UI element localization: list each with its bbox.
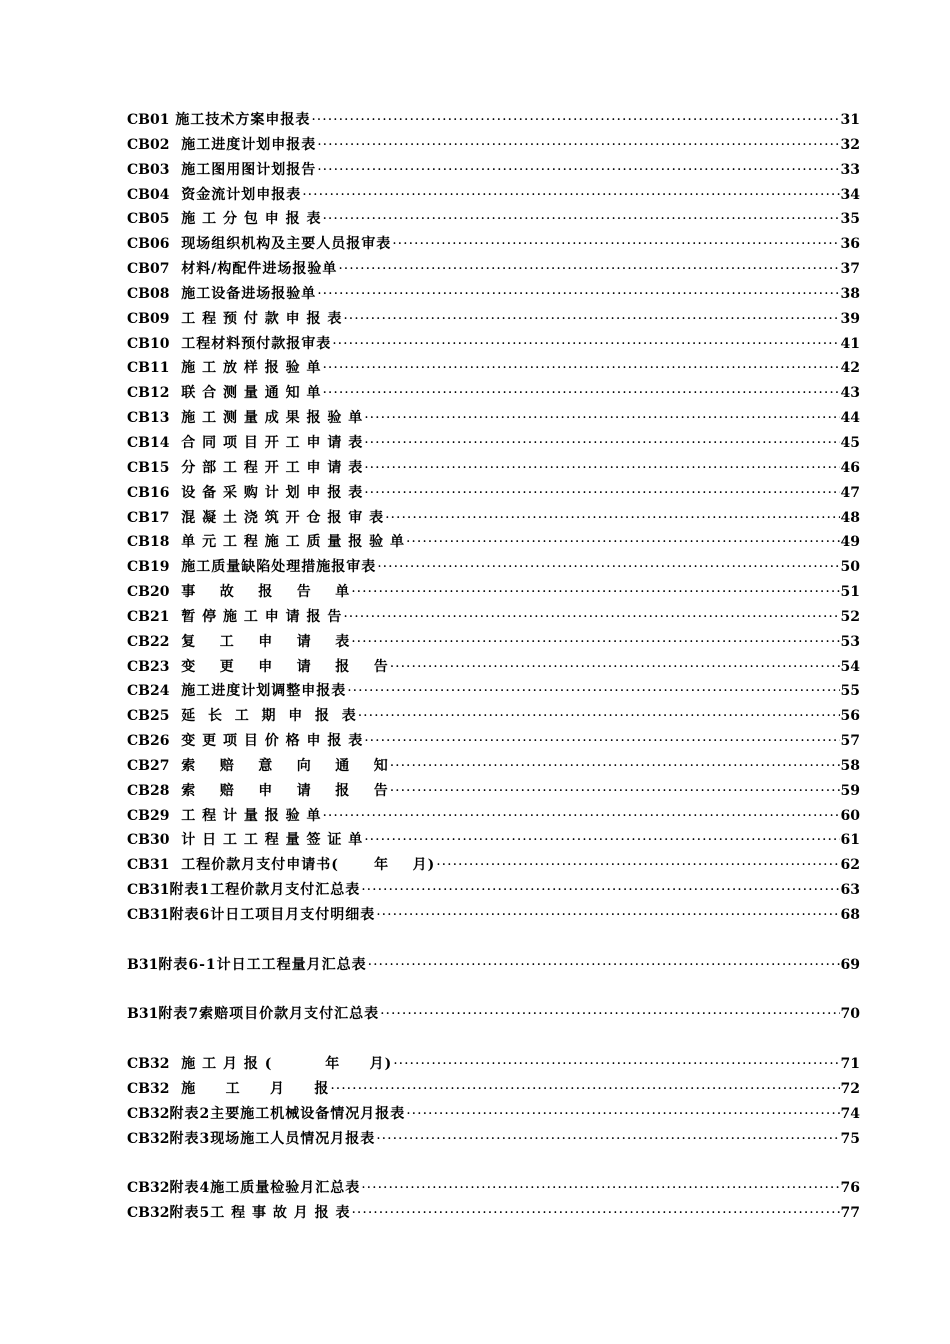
toc-entry-code: CB02: [127, 136, 170, 153]
toc-entry-title: 施 工 放 样 报 验 单: [169, 360, 322, 377]
toc-entry-code: CB23: [127, 658, 170, 675]
toc-entry-page-number: 46: [840, 459, 860, 476]
toc-dot-leader: [364, 828, 839, 853]
toc-entry-code: CB28: [127, 782, 170, 799]
toc-entry-title: 附表7索赔项目价款月支付汇总表: [158, 1006, 380, 1023]
toc-entry-title: 施工进度计划调整申报表: [169, 683, 347, 700]
toc-dot-leader: [390, 779, 840, 804]
toc-entry-title: 计 日 工 工 程 量 签 证 单: [169, 832, 364, 849]
toc-dot-leader: [317, 158, 839, 183]
toc-dot-leader: [390, 754, 840, 779]
toc-entry-page-number: 61: [840, 832, 860, 849]
toc-entry-code: CB32: [127, 1056, 170, 1073]
toc-dot-leader: [377, 555, 839, 580]
toc-entry-code: CB32: [127, 1080, 170, 1097]
toc-entry[interactable]: [127, 356, 860, 381]
toc-dot-leader: [376, 903, 839, 928]
toc-entry-code: CB32: [127, 1205, 170, 1222]
toc-entry-title: 附表6计日工项目月支付明细表: [169, 907, 376, 923]
toc-entry-page-number: 34: [840, 186, 860, 203]
toc-dot-leader: [406, 1102, 839, 1127]
toc-entry[interactable]: [127, 1127, 860, 1152]
toc-entry-page-number: 68: [840, 907, 860, 923]
toc-entry-page-number: 36: [840, 236, 860, 253]
toc-entry-title: 附表3现场施工人员情况月报表: [169, 1130, 376, 1147]
toc-entry-code: CB29: [127, 807, 170, 824]
toc-dot-leader: [392, 232, 839, 257]
toc-dot-leader: [380, 1002, 839, 1027]
toc-entry[interactable]: [127, 108, 860, 133]
toc-entry[interactable]: [127, 679, 860, 704]
toc-entry[interactable]: [127, 580, 860, 605]
toc-entry[interactable]: [127, 282, 860, 307]
toc-entry-page-number: 54: [840, 658, 860, 675]
toc-dot-leader: [330, 1077, 839, 1102]
toc-entry-page-number: 43: [840, 385, 860, 402]
toc-entry-page-number: 59: [840, 782, 860, 799]
toc-entry-code: CB09: [127, 310, 170, 327]
toc-dot-leader: [406, 530, 840, 555]
toc-entry-code: CB16: [127, 484, 170, 501]
toc-entry-code: CB31: [127, 857, 170, 874]
toc-entry-page-number: 44: [840, 410, 860, 427]
toc-entry-code: CB12: [127, 385, 170, 402]
toc-entry-code: CB07: [127, 261, 170, 278]
toc-entry[interactable]: [127, 828, 860, 853]
toc-entry-title: 施 工 测 量 成 果 报 验 单: [169, 410, 364, 427]
toc-entry-page-number: 48: [840, 509, 860, 526]
toc-entry-page-number: 50: [840, 559, 860, 576]
toc-entry-page-number: 42: [840, 360, 860, 377]
toc-entry-page-number: 39: [840, 310, 860, 327]
toc-entry-code: CB30: [127, 832, 170, 849]
toc-entry[interactable]: [127, 953, 860, 978]
toc-entry-page-number: 70: [840, 1006, 860, 1023]
toc-entry-code: CB32: [127, 1130, 170, 1147]
toc-entry-title: 工程材料预付款报审表: [169, 335, 332, 352]
toc-dot-leader: [338, 257, 839, 282]
toc-entry-title: 工程价款月支付申请书( 年 月): [169, 857, 436, 874]
toc-dot-leader: [322, 207, 839, 232]
toc-dot-leader: [351, 580, 839, 605]
toc-entry-page-number: 63: [840, 882, 860, 899]
toc-entry[interactable]: [127, 1102, 860, 1127]
toc-entry[interactable]: [127, 158, 860, 183]
toc-dot-leader: [361, 878, 839, 903]
toc-entry-code: CB14: [127, 434, 170, 451]
toc-entry-code: CB13: [127, 410, 170, 427]
toc-entry-code: CB32: [127, 1180, 170, 1197]
toc-entry-page-number: 55: [840, 683, 860, 700]
toc-dot-leader: [322, 804, 839, 829]
toc-entry-code: CB08: [127, 285, 170, 302]
toc-entry-title: 施 工 分 包 申 报 表: [169, 211, 322, 228]
toc-entry-title: 施工进度计划申报表: [169, 136, 317, 153]
toc-dot-leader: [347, 679, 839, 704]
toc-entry-code: CB18: [127, 534, 170, 551]
table-of-contents: [127, 108, 860, 1226]
toc-entry-title: 附表4施工质量检验月汇总表: [169, 1180, 361, 1197]
toc-dot-leader: [364, 729, 839, 754]
toc-dot-leader: [364, 406, 839, 431]
toc-entry-page-number: 75: [840, 1130, 860, 1147]
toc-dot-leader: [358, 704, 840, 729]
toc-entry-code: CB27: [127, 757, 170, 774]
toc-entry[interactable]: [127, 903, 860, 928]
toc-entry-page-number: 77: [840, 1205, 860, 1222]
toc-entry-page-number: 41: [840, 335, 860, 352]
toc-entry[interactable]: [127, 605, 860, 630]
toc-entry-page-number: 37: [840, 261, 860, 278]
toc-entry-title: 混 凝 土 浇 筑 开 仓 报 审 表: [169, 509, 385, 526]
toc-entry[interactable]: [127, 853, 860, 878]
toc-entry[interactable]: [127, 704, 860, 729]
toc-entry-page-number: 69: [840, 956, 860, 973]
toc-entry[interactable]: [127, 878, 860, 903]
toc-entry-title: 联 合 测 量 通 知 单: [169, 385, 322, 402]
toc-entry[interactable]: [127, 481, 860, 506]
toc-entry[interactable]: [127, 655, 860, 680]
toc-dot-leader: [332, 332, 839, 357]
toc-entry-title: 设 备 采 购 计 划 申 报 表: [169, 484, 364, 501]
toc-dot-leader: [317, 282, 839, 307]
toc-entry-title: 施 工 月 报 ( 年 月): [169, 1056, 393, 1073]
toc-entry[interactable]: [127, 555, 860, 580]
toc-dot-leader: [368, 953, 840, 978]
toc-entry-title: 现场组织机构及主要人员报审表: [169, 236, 392, 253]
toc-entry-code: CB20: [127, 584, 170, 601]
toc-entry-code: CB32: [127, 1105, 170, 1122]
toc-entry[interactable]: [127, 133, 860, 158]
toc-entry-title: 材料/构配件进场报验单: [169, 261, 338, 278]
toc-entry-title: 附表6-1计日工工程量月汇总表: [158, 956, 367, 973]
toc-entry-page-number: 49: [840, 534, 860, 551]
toc-entry-page-number: 38: [840, 285, 860, 302]
toc-entry-code: CB01: [127, 112, 170, 128]
toc-entry-code: CB31: [127, 907, 170, 923]
toc-entry-title: 资金流计划申报表: [169, 186, 302, 203]
toc-dot-leader: [317, 133, 839, 158]
toc-entry-page-number: 57: [840, 733, 860, 750]
toc-entry-title: 延 长 工 期 申 报 表: [169, 708, 357, 725]
toc-entry-code: CB24: [127, 683, 170, 700]
toc-entry-title: 事 故 报 告 单: [169, 584, 351, 601]
toc-entry-page-number: 45: [840, 434, 860, 451]
toc-dot-leader: [364, 456, 839, 481]
toc-entry[interactable]: [127, 779, 860, 804]
toc-entry[interactable]: [127, 1077, 860, 1102]
toc-entry[interactable]: [127, 1002, 860, 1027]
toc-dot-leader: [311, 108, 839, 133]
toc-entry-page-number: 51: [840, 584, 860, 601]
toc-entry-page-number: 32: [840, 136, 860, 153]
toc-entry-title: 分 部 工 程 开 工 申 请 表: [169, 459, 364, 476]
toc-entry-page-number: 35: [840, 211, 860, 228]
toc-dot-leader: [376, 1127, 839, 1152]
toc-entry-title: 施工技术方案申报表: [169, 112, 311, 128]
toc-entry-title: 索 赔 意 向 通 知: [169, 757, 389, 774]
toc-entry[interactable]: [127, 1201, 860, 1226]
toc-entry-code: CB19: [127, 559, 170, 576]
toc-entry-code: CB31: [127, 882, 170, 899]
toc-entry-page-number: 60: [840, 807, 860, 824]
toc-entry[interactable]: [127, 257, 860, 282]
toc-entry-code: CB26: [127, 733, 170, 750]
toc-entry[interactable]: [127, 332, 860, 357]
toc-dot-leader: [393, 1052, 839, 1077]
toc-entry-page-number: 33: [840, 161, 860, 178]
toc-dot-leader: [343, 605, 839, 630]
toc-dot-leader: [364, 481, 839, 506]
toc-entry-title: 单 元 工 程 施 工 质 量 报 验 单: [169, 534, 405, 551]
toc-entry[interactable]: [127, 207, 860, 232]
toc-dot-leader: [322, 356, 839, 381]
toc-entry-code: CB06: [127, 236, 170, 253]
toc-entry[interactable]: [127, 506, 860, 531]
toc-dot-leader: [364, 431, 839, 456]
toc-entry-page-number: 53: [840, 633, 860, 650]
toc-dot-leader: [351, 630, 839, 655]
toc-entry[interactable]: [127, 183, 860, 208]
toc-entry-page-number: 74: [840, 1105, 860, 1122]
toc-entry[interactable]: [127, 1176, 860, 1201]
toc-entry[interactable]: [127, 729, 860, 754]
toc-entry-title: 附表1工程价款月支付汇总表: [169, 882, 361, 899]
toc-entry-code: CB21: [127, 608, 170, 625]
toc-entry-page-number: 56: [840, 708, 860, 725]
toc-dot-leader: [302, 183, 839, 208]
toc-entry-page-number: 62: [840, 857, 860, 874]
toc-entry[interactable]: [127, 754, 860, 779]
toc-entry[interactable]: [127, 381, 860, 406]
toc-entry-title: 工 程 预 付 款 申 报 表: [169, 310, 343, 327]
toc-entry[interactable]: [127, 406, 860, 431]
toc-entry-page-number: 71: [840, 1056, 860, 1073]
toc-entry[interactable]: [127, 232, 860, 257]
toc-dot-leader: [322, 381, 839, 406]
toc-entry-title: 索 赔 申 请 报 告: [169, 782, 389, 799]
toc-entry-code: CB10: [127, 335, 170, 352]
toc-dot-leader: [343, 307, 839, 332]
toc-dot-leader: [351, 1201, 839, 1226]
toc-entry-page-number: 76: [840, 1180, 860, 1197]
toc-entry-title: 合 同 项 目 开 工 申 请 表: [169, 434, 364, 451]
toc-entry-code: CB15: [127, 459, 170, 476]
toc-entry[interactable]: [127, 530, 860, 555]
toc-entry-title: 工 程 计 量 报 验 单: [169, 807, 322, 824]
toc-entry-code: B31: [127, 1006, 159, 1023]
toc-entry-code: CB04: [127, 186, 170, 203]
toc-entry-code: CB03: [127, 161, 170, 178]
toc-entry-title: 施工设备进场报验单: [169, 285, 317, 302]
toc-entry-code: CB17: [127, 509, 170, 526]
toc-entry-code: CB22: [127, 633, 170, 650]
toc-entry-title: 复 工 申 请 表: [169, 633, 351, 650]
toc-dot-leader: [385, 506, 839, 531]
toc-entry-code: B31: [127, 956, 159, 973]
toc-entry-code: CB05: [127, 211, 170, 228]
toc-dot-leader: [390, 655, 840, 680]
toc-entry-title: 暂 停 施 工 申 请 报 告: [169, 608, 343, 625]
toc-entry-title: 附表2主要施工机械设备情况月报表: [169, 1105, 406, 1122]
toc-entry-code: CB11: [127, 360, 170, 377]
toc-entry-title: 变 更 申 请 报 告: [169, 658, 389, 675]
toc-entry-page-number: 58: [840, 757, 860, 774]
toc-entry[interactable]: [127, 630, 860, 655]
toc-entry[interactable]: [127, 456, 860, 481]
toc-entry[interactable]: [127, 804, 860, 829]
toc-entry-page-number: 47: [840, 484, 860, 501]
toc-entry-title: 施工图用图计划报告: [169, 161, 317, 178]
toc-entry-title: 施 工 月 报: [169, 1080, 330, 1097]
toc-entry-page-number: 31: [840, 112, 860, 128]
toc-entry-code: CB25: [127, 708, 170, 725]
toc-entry-title: 施工质量缺陷处理措施报审表: [169, 559, 377, 576]
toc-entry-page-number: 72: [840, 1080, 860, 1097]
toc-entry[interactable]: [127, 1052, 860, 1077]
toc-entry-title: 变 更 项 目 价 格 申 报 表: [169, 733, 364, 750]
toc-entry-title: 附表5工 程 事 故 月 报 表: [169, 1205, 351, 1222]
toc-dot-leader: [436, 853, 839, 878]
toc-entry[interactable]: [127, 307, 860, 332]
toc-entry[interactable]: [127, 431, 860, 456]
toc-dot-leader: [361, 1176, 839, 1201]
toc-entry-page-number: 52: [840, 608, 860, 625]
